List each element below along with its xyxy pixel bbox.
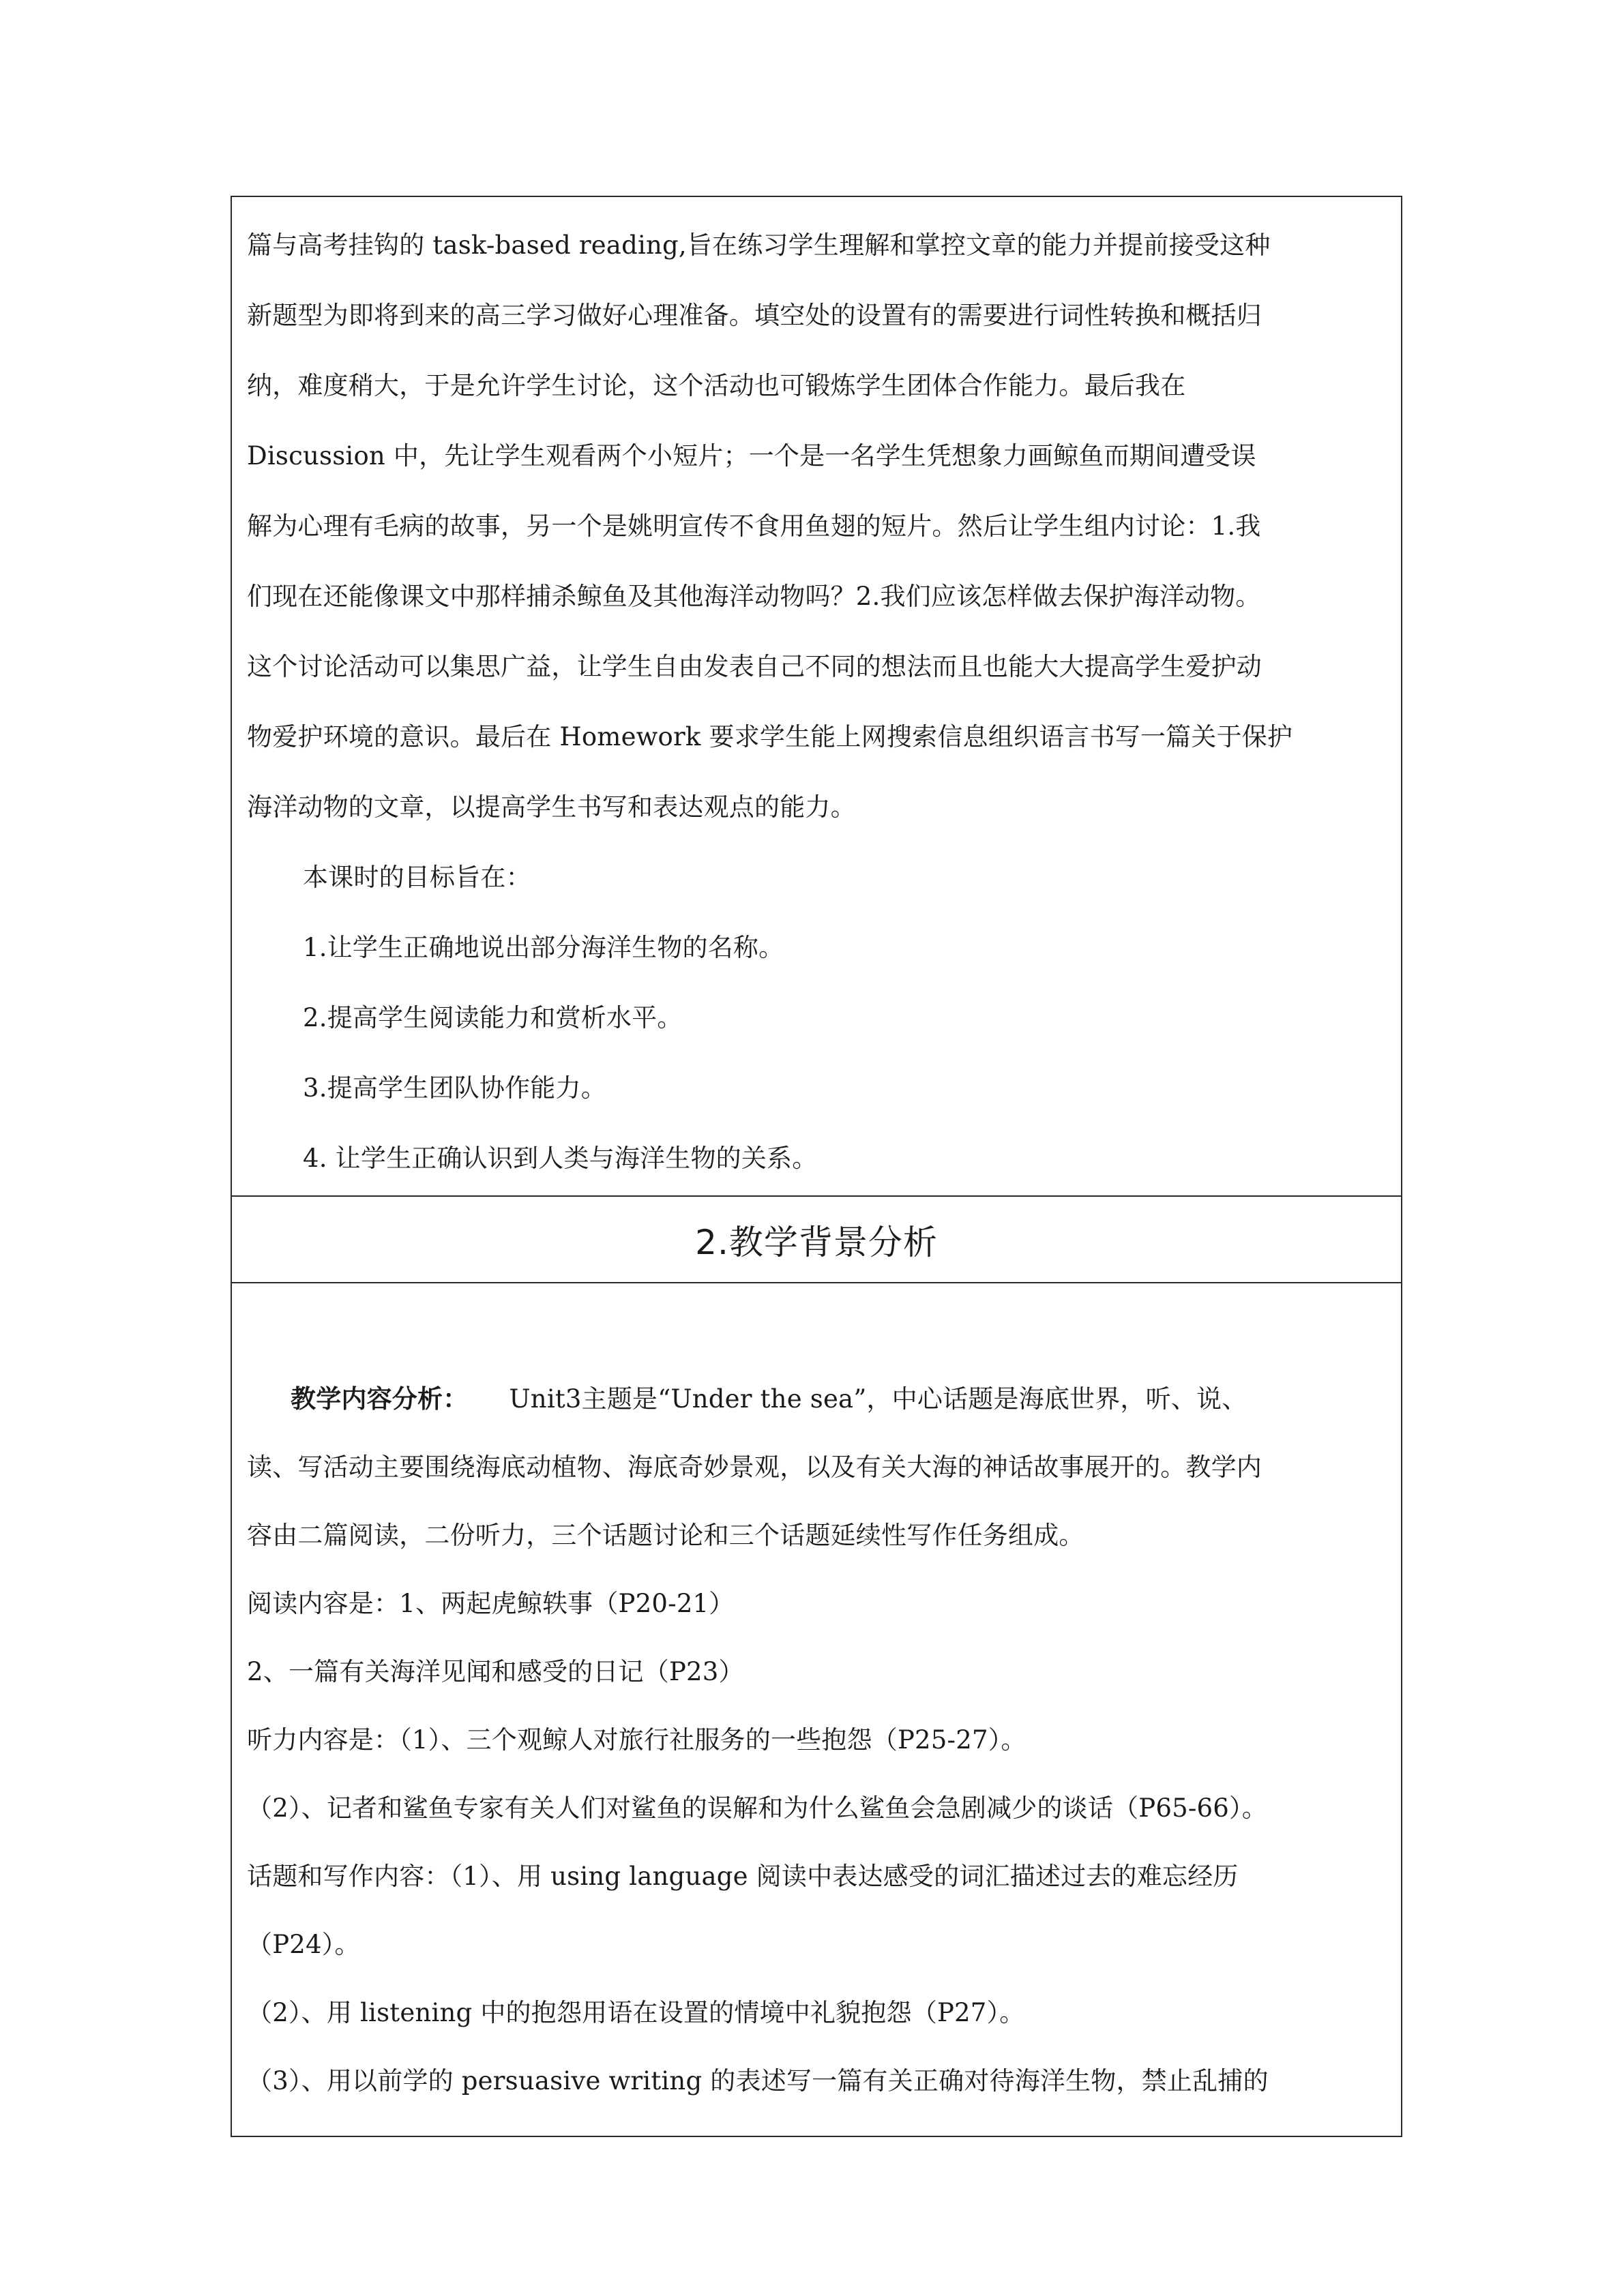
intro-cell: [231, 196, 1402, 1196]
analysis-content: [232, 1283, 1401, 2115]
analysis-line: （P24）。: [247, 1930, 360, 1959]
analysis-line: 容由二篇阅读，二份听力，三个话题讨论和三个话题延续性写作任务组成。: [247, 1521, 1084, 1550]
intro-line: 物爱护环境的意识。最后在 Homework 要求学生能上网搜索信息组织语言书写一篇关于保护: [247, 722, 1293, 751]
analysis-first-line-text: Unit3主题是“Under the sea”，中心话题是海底世界，听、说、: [509, 1384, 1247, 1414]
intro-line: 纳，难度稍大，于是允许学生讨论，这个活动也可锻炼学生团体合作能力。最后我在: [247, 371, 1186, 400]
analysis-label: 教学内容分析：: [291, 1384, 469, 1414]
intro-line: 新题型为即将到来的高三学习做好心理准备。填空处的设置有的需要进行词性转换和概括归: [247, 301, 1262, 330]
section-heading-cell: [231, 1196, 1402, 1283]
section-title: 2.教学背景分析: [695, 1222, 938, 1262]
intro-line: Discussion 中，先让学生观看两个小短片；一个是一名学生凭想象力画鲸鱼而期间遭受误: [247, 441, 1256, 471]
goals-intro: 本课时的目标旨在：: [303, 863, 531, 892]
goal-item: 3.提高学生团队协作能力。: [303, 1073, 606, 1103]
intro-line: 解为心理有毛病的故事，另一个是姚明宣传不食用鱼翅的短片。然后让学生组内讨论：1.我: [247, 511, 1261, 541]
analysis-line: 读、写活动主要围绕海底动植物、海底奇妙景观，以及有关大海的神话故事展开的。教学内: [247, 1452, 1262, 1482]
analysis-first-line: [247, 1365, 1386, 1433]
goal-item: 4. 让学生正确认识到人类与海洋生物的关系。: [303, 1144, 818, 1173]
lesson-plan-table: [231, 196, 1402, 2137]
goal-item: 2.提高学生阅读能力和赏析水平。: [303, 1003, 683, 1032]
analysis-line: 话题和写作内容：（1）、用 using language 阅读中表达感受的词汇描述过去的难忘经历: [247, 1862, 1239, 1891]
goal-item: 1.让学生正确地说出部分海洋生物的名称。: [303, 933, 784, 962]
analysis-line: （2）、用 listening 中的抱怨用语在设置的情境中礼貌抱怨（P27）。: [247, 1998, 1025, 2027]
analysis-cell: [231, 1283, 1402, 2136]
analysis-line: （2）、记者和鲨鱼专家有关人们对鲨鱼的误解和为什么鲨鱼会急剧减少的谈话（P65-66）。: [247, 1793, 1267, 1823]
analysis-line: 2、一篇有关海洋见闻和感受的日记（P23）: [247, 1657, 744, 1686]
analysis-line: （3）、用以前学的 persuasive writing 的表述写一篇有关正确对待海洋生物，禁止乱捕的: [247, 2066, 1269, 2096]
intro-content: [232, 197, 1401, 1193]
analysis-line: 听力内容是：（1）、三个观鲸人对旅行社服务的一些抱怨（P25-27）。: [247, 1725, 1027, 1755]
intro-line: 这个讨论活动可以集思广益，让学生自由发表自己不同的想法而且也能大大提高学生爱护动: [247, 652, 1262, 681]
intro-line: 们现在还能像课文中那样捕杀鲸鱼及其他海洋动物吗？2.我们应该怎样做去保护海洋动物。: [247, 582, 1261, 611]
intro-line: 篇与高考挂钩的 task-based reading,旨在练习学生理解和掌控文章的能力并提前接受这种: [247, 230, 1271, 260]
intro-line: 海洋动物的文章，以提高学生书写和表达观点的能力。: [247, 792, 856, 822]
analysis-line: 阅读内容是：1、两起虎鲸轶事（P20-21）: [247, 1589, 735, 1618]
